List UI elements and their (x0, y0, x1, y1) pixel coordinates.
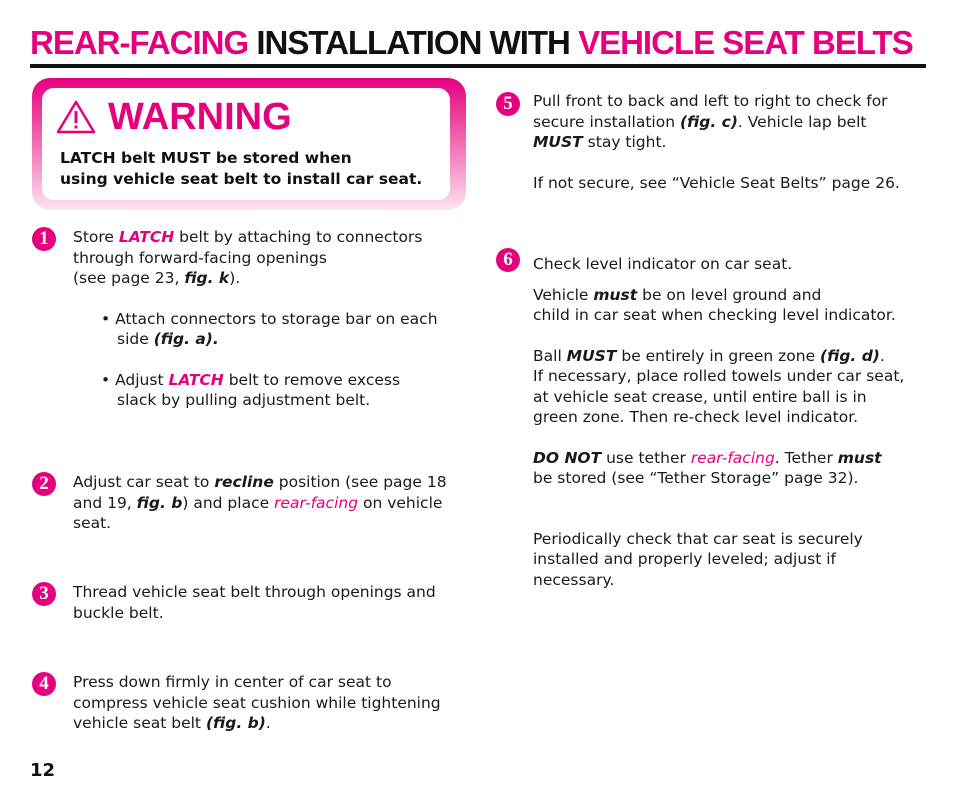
text-line: through forward-facing openings (73, 248, 327, 267)
text-line: be stored (see “Tether Storage” page 32). (533, 469, 859, 487)
text-run: be entirely in green zone (616, 346, 821, 365)
fig-ref: (fig. b) (205, 714, 266, 732)
rear-facing-term: rear-facing (274, 493, 359, 512)
text-run: . (265, 714, 271, 732)
text-run: • Adjust (101, 370, 169, 389)
text-run: and 19, (73, 493, 137, 512)
step-2-text (73, 472, 465, 534)
text-run: • Attach connectors to storage bar on each side (101, 309, 438, 348)
step-6-text (533, 254, 933, 590)
text-run: ) and place (182, 493, 275, 512)
fig-ref: (fig. a). (153, 330, 219, 348)
title-part-vehicle-seat-belts: VEHICLE SEAT BELTS (578, 24, 913, 61)
latch-term: LATCH (118, 228, 175, 246)
text-run: . (879, 346, 885, 365)
text-run: vehicle seat belt (73, 714, 206, 732)
text-run: . Vehicle lap belt (737, 112, 867, 131)
text-run: stay tight. (582, 133, 667, 151)
text-line: Check level indicator on car seat. (533, 255, 793, 273)
must-term: must (593, 285, 638, 304)
text-line: seat. (73, 514, 112, 532)
step-4-text (73, 672, 465, 734)
fig-ref: fig. k (184, 269, 230, 287)
text-run: secure installation (533, 112, 680, 131)
bullet-item (101, 309, 441, 350)
do-not-term: DO NOT (533, 448, 602, 467)
step-3-text (73, 582, 465, 623)
page-number: 12 (30, 760, 56, 781)
step-5-text (533, 91, 933, 193)
text-run: belt to remove excess (223, 370, 401, 389)
rear-facing-term: rear-facing (690, 448, 775, 467)
step-2-badge: 2 (32, 472, 56, 496)
must-term: MUST (566, 346, 617, 365)
step-1-badge: 1 (32, 227, 56, 251)
title-part-rear-facing: REAR-FACING (30, 24, 249, 61)
title-rule (30, 64, 926, 68)
text-run: ). (229, 269, 241, 287)
text-run: belt by attaching to connectors (174, 228, 423, 246)
must-term: MUST (533, 133, 583, 151)
warning-line-1: LATCH belt MUST be stored when (60, 149, 352, 167)
page-title (30, 22, 926, 64)
text-line: necessary. (533, 570, 615, 589)
text-run: be on level ground and (637, 285, 822, 304)
text-line: green zone. Then re-check level indicator. (533, 408, 859, 426)
text-line: child in car seat when checking level indicator. (533, 306, 896, 324)
title-part-installation: INSTALLATION WITH (256, 24, 570, 61)
text-line: If not secure, see “Vehicle Seat Belts” page 26. (533, 173, 900, 192)
text-run: on vehicle (358, 493, 443, 512)
warning-text (60, 148, 422, 190)
text-run: Store (73, 228, 119, 246)
text-line: compress vehicle seat cushion while tightening (73, 693, 441, 712)
text-line: installed and properly leveled; adjust if (533, 550, 836, 568)
text-line: If necessary, place rolled towels under car seat, (533, 367, 905, 385)
text-line: at vehicle seat crease, until entire ball is in (533, 387, 867, 406)
text-line: buckle belt. (73, 603, 164, 622)
step-5-badge: 5 (496, 92, 520, 116)
warning-inner (42, 88, 450, 200)
text-run: Adjust car seat to (73, 473, 215, 491)
fig-ref: (fig. d) (820, 346, 880, 365)
warning-line-2: using vehicle seat belt to install car seat. (60, 170, 423, 188)
step-1-text (73, 227, 465, 411)
step-4-badge: 4 (32, 672, 56, 696)
text-line: Pull front to back and left to right to check for (533, 92, 888, 110)
warning-title: WARNING (108, 96, 292, 138)
step-6-badge: 6 (496, 248, 520, 272)
warning-triangle-icon (56, 100, 96, 134)
text-line: Press down firmly in center of car seat to (73, 673, 392, 691)
fig-ref: (fig. c) (679, 112, 738, 131)
latch-term: LATCH (168, 370, 224, 389)
bullet-item (101, 370, 441, 391)
text-run: Vehicle (533, 285, 594, 304)
text-run: use tether (601, 448, 691, 467)
must-term: must (837, 448, 882, 467)
text-line: slack by pulling adjustment belt. (117, 391, 371, 409)
text-line: Thread vehicle seat belt through openings and (73, 583, 436, 601)
warning-box (32, 78, 466, 210)
text-run: (see page 23, (73, 269, 185, 287)
text-run: Ball (533, 346, 567, 365)
text-run: position (see page 18 (273, 473, 447, 491)
text-run: . Tether (774, 448, 838, 467)
step-3-badge: 3 (32, 582, 56, 606)
text-line: Periodically check that car seat is securely (533, 529, 863, 548)
fig-ref: fig. b (136, 493, 183, 512)
recline-term: recline (214, 473, 274, 491)
